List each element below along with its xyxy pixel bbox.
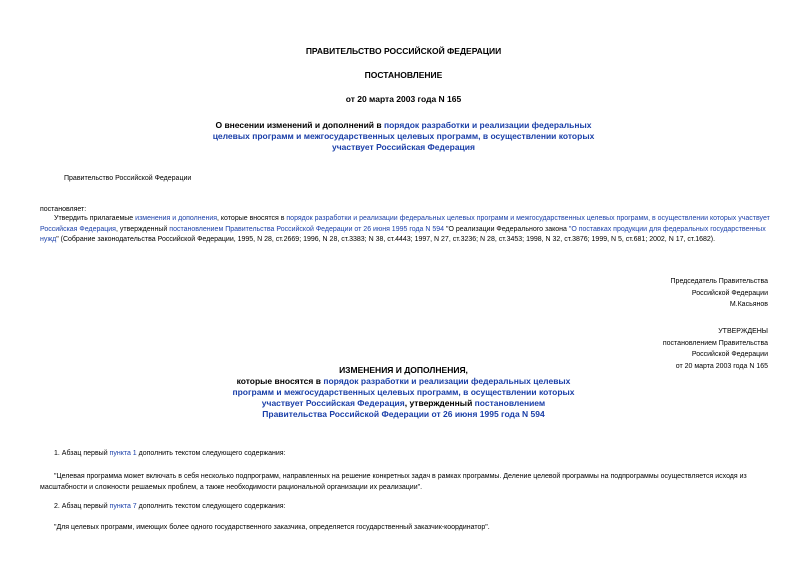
p1-text-5: " (Собрание законодательства Российской Федерации, 1995, N 28, ст.2669; 1996, N 28, ст.3383; N 38, ст.4443; 1997, N 27, ст.3236; N 28, ст.3453; 1998, N 32, ст.3876; 1999, N 5, ст.681; 2002, N 17, ст.1682). — [56, 236, 716, 243]
signature-line-1: Председатель Правительства — [670, 278, 768, 285]
changes-title-link-resolution[interactable]: постановлением Правительства Российской Федерации от 26 июня 1995 года N 594 — [262, 398, 546, 419]
signature-line-2: Российской Федерации — [691, 289, 768, 297]
approved-line-3: Российской Федерации — [691, 351, 768, 358]
approved-line-1: УТВЕРЖДЕНЫ — [718, 328, 768, 335]
changes-title-prefix: которые вносятся в — [236, 376, 324, 386]
document-title — [200, 120, 607, 153]
item-2-prefix: 2. Абзац первый — [54, 503, 110, 510]
changes-title-mid: , утвержденный — [404, 398, 475, 408]
signature-block — [500, 276, 768, 311]
government-label: Правительство Российской Федерации — [64, 175, 192, 182]
approved-line-2: постановлением Правительства — [662, 339, 768, 347]
signature-line-3: М.Касьянов — [729, 301, 768, 308]
approved-line-4: от 20 марта 2003 года N 165 — [675, 362, 768, 370]
link-federal-law[interactable]: "О поставках продукции для федеральных государственных нужд — [40, 225, 766, 243]
item-2 — [54, 502, 286, 513]
item-2-link[interactable]: пункта 7 — [109, 503, 137, 510]
link-order[interactable]: порядок разработки и реализации федеральных целевых программ и межгосударственных целевых программ, в осуществлении которых участвует Российская Федерация — [40, 215, 770, 233]
item-2-quote: "Для целевых программ, имеющих более одного государственного заказчика, определяется государственный заказчик-координатор". — [54, 524, 490, 531]
changes-title-link-order[interactable]: порядок разработки и реализации федеральных целевых программ и межгосударственных целевых программ, в осуществлении которых участвует Российская Федерация — [232, 376, 575, 408]
resolution-paragraph — [40, 214, 772, 246]
document-date: от 20 марта 2003 года N 165 — [345, 94, 462, 104]
government-heading: ПРАВИТЕЛЬСТВО РОССИЙСКОЙ ФЕДЕРАЦИИ — [305, 46, 502, 56]
title-link-order[interactable]: порядок разработки и реализации федеральных целевых программ и межгосударственных целевых программ, в осуществлении которых участвует Российская Федерация — [212, 120, 595, 152]
changes-title-line-1: ИЗМЕНЕНИЯ И ДОПОЛНЕНИЯ, — [339, 365, 468, 375]
p1-text-3: , утвержденный — [115, 225, 170, 233]
resolves-label: постановляет: — [40, 206, 87, 213]
changes-title — [232, 365, 575, 420]
p1-text-4: "О реализации Федерального закона — [444, 225, 569, 233]
item-1-quote: "Целевая программа может включать в себя несколько подпрограмм, направленных на решение конкретных задач в рамках программы. Деление целевой программы на подпрограммы осуществляется исходя из масштабности и сложности решаемых проблем, а также необходимости рациональной организации их реализации". — [40, 473, 747, 491]
p1-text-1: Утвердить прилагаемые — [54, 215, 136, 222]
title-prefix: О внесении изменений и дополнений в — [215, 120, 384, 130]
item-1-suffix: дополнить текстом следующего содержания: — [136, 450, 286, 457]
p1-text-2: , которые вносятся в — [217, 215, 287, 222]
link-resolution-594[interactable]: постановлением Правительства Российской Федерации от 26 июня 1995 года N 594 — [169, 225, 445, 233]
item-2-suffix: дополнить текстом следующего содержания: — [136, 503, 286, 510]
link-changes[interactable]: изменения и дополнения — [135, 215, 218, 222]
item-1-link[interactable]: пункта 1 — [109, 450, 137, 457]
document-type: ПОСТАНОВЛЕНИЕ — [364, 70, 443, 80]
item-1-prefix: 1. Абзац первый — [54, 450, 110, 457]
item-1 — [54, 449, 286, 460]
